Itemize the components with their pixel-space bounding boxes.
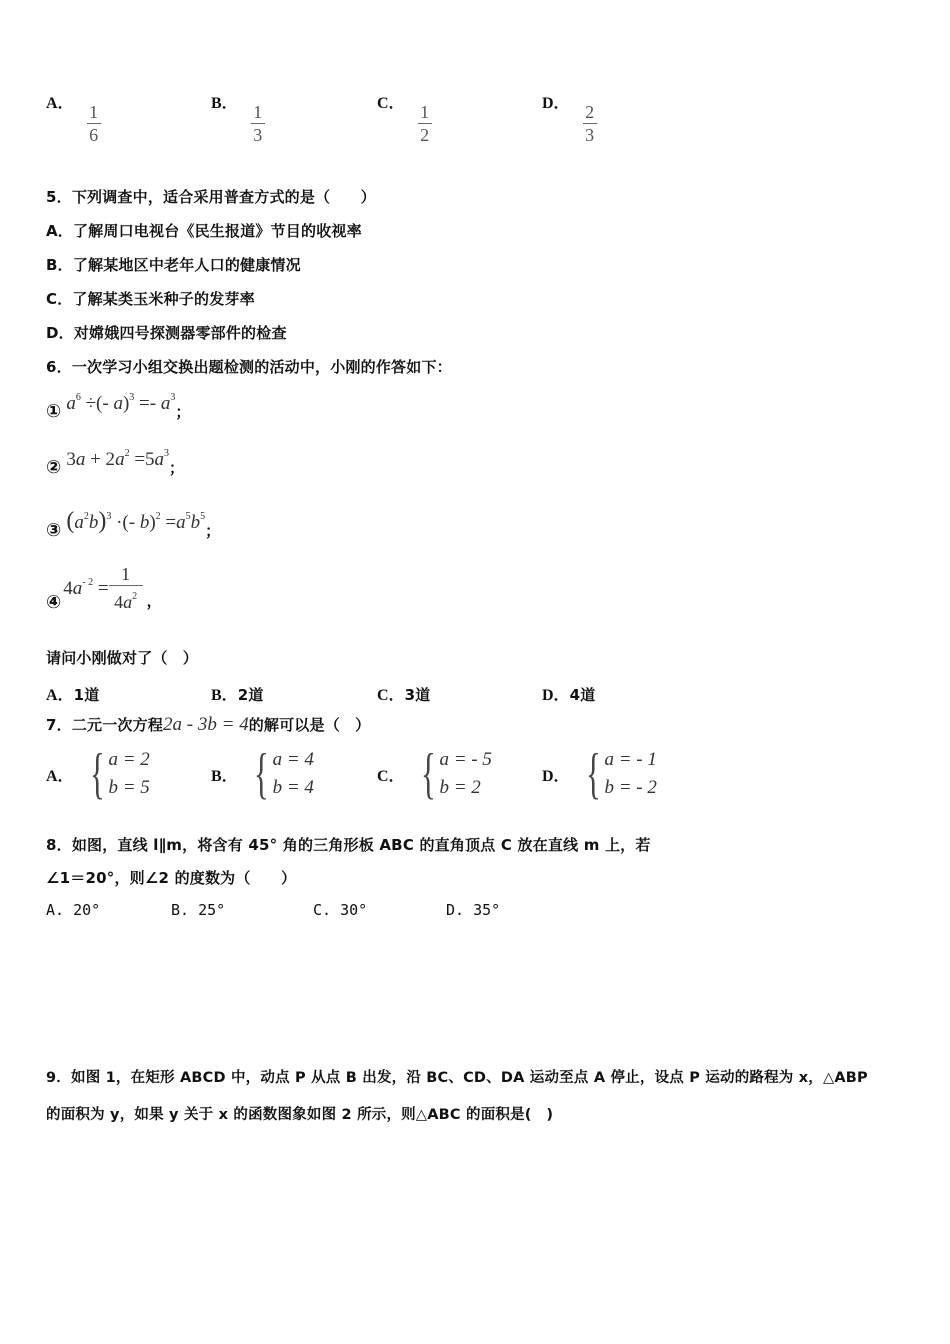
- math-expression: $4a^{- 2}$ =: [63, 576, 109, 599]
- q6-item-1: ① $a^6$ ÷(- $a)^3 =- a^3$；: [46, 392, 191, 422]
- option-label: A．: [46, 95, 74, 112]
- option-label: D．: [542, 687, 570, 704]
- equation: 2a - 3b = 4: [163, 714, 249, 735]
- item-marker: ③: [46, 520, 62, 541]
- q4-option-a[interactable]: [46, 95, 101, 145]
- q8-option-b[interactable]: B. 25°: [171, 901, 226, 919]
- q4-option-b[interactable]: [211, 95, 265, 145]
- option-label: A．: [46, 687, 74, 704]
- option-label: B．: [211, 767, 238, 785]
- equation-system: { a = 4 b = 4: [253, 743, 314, 805]
- q7-option-b[interactable]: [211, 743, 314, 805]
- q9-stem-line1: 9．如图 1，在矩形 ABCD 中，动点 P 从点 B 出发，沿 BC、CD、DA 运动至点 A 停止，设点 P 运动的路程为 x，△ABP: [46, 1070, 868, 1086]
- stem-prefix: 7．二元一次方程: [46, 716, 164, 734]
- stem-suffix: 的解可以是（ ）: [248, 716, 371, 734]
- denominator: 3: [253, 125, 263, 145]
- q8-stem-line2: ∠1＝20°，则∠2 的度数为（ ）: [46, 869, 297, 887]
- numerator: 1: [420, 102, 430, 122]
- q5-option-c[interactable]: C．了解某类玉米种子的发芽率: [46, 290, 255, 308]
- fraction: [583, 102, 597, 145]
- equation-system: { a = - 1 b = - 2: [585, 743, 657, 805]
- fraction: [87, 102, 101, 145]
- denominator: 3: [585, 125, 595, 145]
- q6-option-a[interactable]: [46, 682, 99, 705]
- q4-option-c[interactable]: [377, 95, 432, 145]
- q6-option-d[interactable]: [542, 682, 595, 705]
- q6-option-b[interactable]: [211, 682, 264, 705]
- q8-option-a[interactable]: A. 20°: [46, 901, 101, 919]
- q4-option-d[interactable]: [542, 95, 597, 145]
- option-label: D．: [542, 95, 570, 112]
- option-text: 2道: [237, 686, 264, 704]
- q7-option-d[interactable]: [542, 743, 657, 805]
- q5-option-b[interactable]: B．了解某地区中老年人口的健康情况: [46, 256, 301, 274]
- fraction: $\frac{1}{4a^2}$: [109, 564, 143, 612]
- equation-system: { a = - 5 b = 2: [420, 743, 492, 805]
- q5-option-d[interactable]: D．对嫦娥四号探测器零部件的检查: [46, 324, 287, 342]
- q6-item-2: ② $3a + 2a^2 =5a^3$；: [46, 448, 185, 478]
- numerator: 2: [585, 102, 595, 122]
- option-label: D．: [542, 767, 570, 785]
- q6-stem: 6．一次学习小组交换出题检测的活动中，小刚的作答如下：: [46, 358, 452, 376]
- numerator: 1: [253, 102, 263, 122]
- q9-stem-line2: 的面积为 y，如果 y 关于 x 的函数图象如图 2 所示，则△ABC 的面积是( ): [46, 1107, 554, 1123]
- math-expression: $(a^2b)^3$ ·(- $b)^2 =a^5b^5$: [66, 508, 206, 534]
- q8-option-d[interactable]: D. 35°: [446, 901, 501, 919]
- option-label: A．: [46, 767, 74, 785]
- option-text: 4道: [569, 686, 596, 704]
- item-marker: ②: [46, 457, 62, 478]
- fraction: [418, 102, 432, 145]
- option-label: B．: [211, 95, 238, 112]
- option-label: C．: [377, 95, 405, 112]
- option-text: 3道: [404, 686, 431, 704]
- q5-stem: 5．下列调查中，适合采用普查方式的是（ ）: [46, 188, 376, 206]
- option-label: C．: [377, 767, 405, 785]
- q5-option-a[interactable]: A．了解周口电视台《民生报道》节目的收视率: [46, 222, 362, 240]
- denominator: 2: [420, 125, 430, 145]
- q6-item-3: ③ $(a^2b)^3$ ·(- $b)^2 =a^5b^5$；: [46, 508, 221, 541]
- fraction: [251, 102, 265, 145]
- q6-option-c[interactable]: [377, 682, 430, 705]
- q8-option-c[interactable]: C. 30°: [313, 901, 368, 919]
- math-expression: $a^6$ ÷(- $a)^3 =- a^3$: [66, 392, 176, 414]
- q7-option-c[interactable]: [377, 743, 492, 805]
- item-marker: ④: [46, 591, 62, 613]
- option-label: C．: [377, 687, 405, 704]
- q6-item-4: ④ $4a^{- 2}$ = $\frac{1}{4a^2}$ ，: [46, 564, 162, 613]
- q8-stem-line1: 8．如图，直线 l∥m，将含有 45° 角的三角形板 ABC 的直角顶点 C 放在直线 m 上，若: [46, 836, 651, 854]
- math-expression: $3a + 2a^2 =5a^3$: [66, 448, 170, 470]
- option-label: B．: [211, 687, 238, 704]
- numerator: 1: [89, 102, 99, 122]
- q6-question: 请问小刚做对了（ ）: [46, 649, 199, 667]
- option-text: 1道: [73, 686, 100, 704]
- q7-stem: [46, 714, 370, 736]
- equation-system: { a = 2 b = 5: [89, 743, 150, 805]
- denominator: 6: [89, 125, 99, 145]
- item-marker: ①: [46, 401, 62, 422]
- q7-option-a[interactable]: [46, 743, 150, 805]
